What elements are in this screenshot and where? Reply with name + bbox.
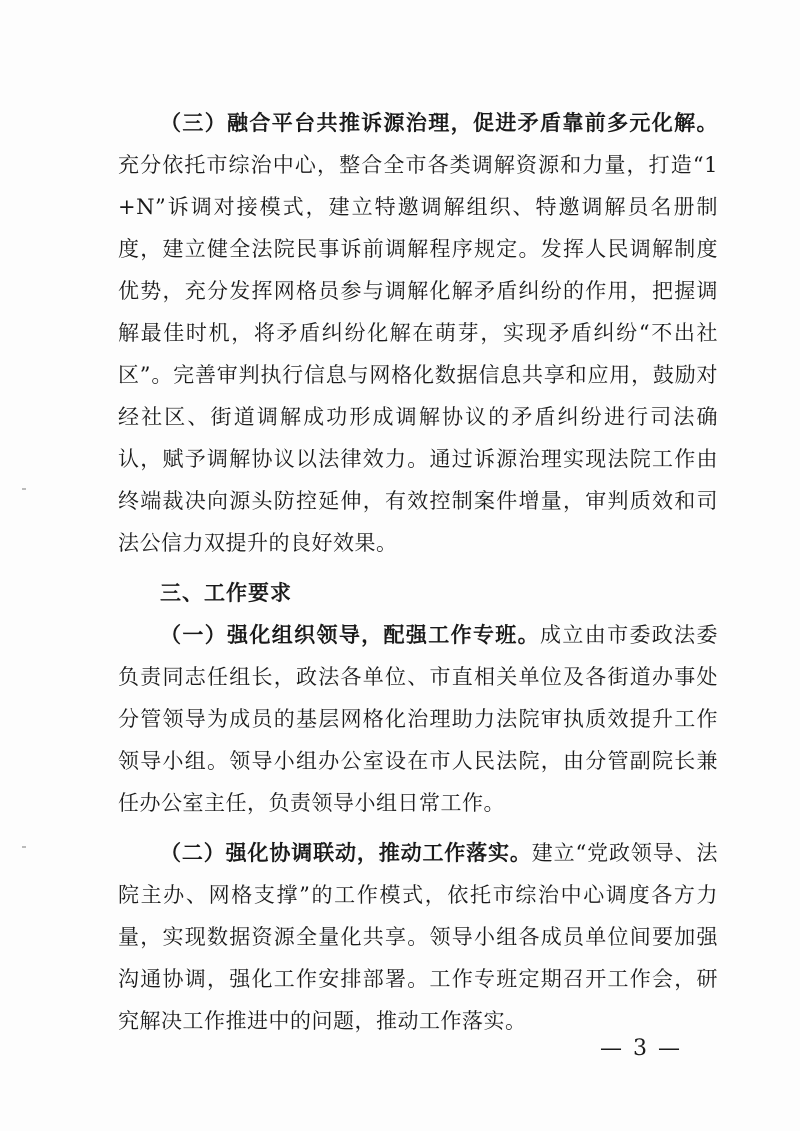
document-body	[118, 102, 718, 1042]
paragraph-lead: （一）强化组织领导，配强工作专班。	[160, 623, 541, 647]
scan-mark	[22, 846, 26, 848]
paragraph-text: 建立“党政领导、法院主办、网格支撑”的工作模式，依托市综治中心调度各方力量，实现数据资源全量化共享。领导小组各成员单位间要加强沟通协调，强化工作安排部署。工作专班定期召开工作会，研究解决工作推进中的问题，推动工作落实。	[118, 841, 718, 1033]
paragraph-sub-3	[118, 102, 718, 564]
paragraph-sub-1	[118, 614, 718, 824]
paragraph-lead: （三）融合平台共推诉源治理，促进矛盾靠前多元化解。	[160, 111, 718, 135]
paragraph-text: 成立由市委政法委负责同志任组长，政法各单位、市直相关单位及各街道办事处分管领导为成员的基层网格化治理助力法院审执质效提升工作领导小组。领导小组办公室设在市人民法院，由分管副院长兼任办公室主任，负责领导小组日常工作。	[118, 623, 719, 815]
paragraph-sub-2	[118, 832, 718, 1042]
paragraph-lead: （二）强化协调联动，推动工作落实。	[160, 841, 532, 865]
scan-mark	[22, 488, 26, 490]
section-heading: 三、工作要求	[160, 581, 292, 605]
page-number: — 3 —	[600, 1036, 682, 1061]
paragraph-text: 充分依托市综治中心，整合全市各类调解资源和力量，打造“1+N”诉调对接模式，建立特邀调解组织、特邀调解员名册制度，建立健全法院民事诉前调解程序规定。发挥人民调解制度优势，充分发挥网格员参与调解化解矛盾纠纷的作用，把握调解最佳时机，将矛盾纠纷化解在萌芽，实现矛盾纠纷“不出社区”。完善审判执行信息与网格化数据信息共享和应用，鼓励对经社区、街道调解成功形成调解协议的矛盾纠纷进行司法确认，赋予调解协议以法律效力。通过诉源治理实现法院工作由终端裁决向源头防控延伸，有效控制案件增量，审判质效和司法公信力双提升的良好效果。	[118, 153, 718, 555]
